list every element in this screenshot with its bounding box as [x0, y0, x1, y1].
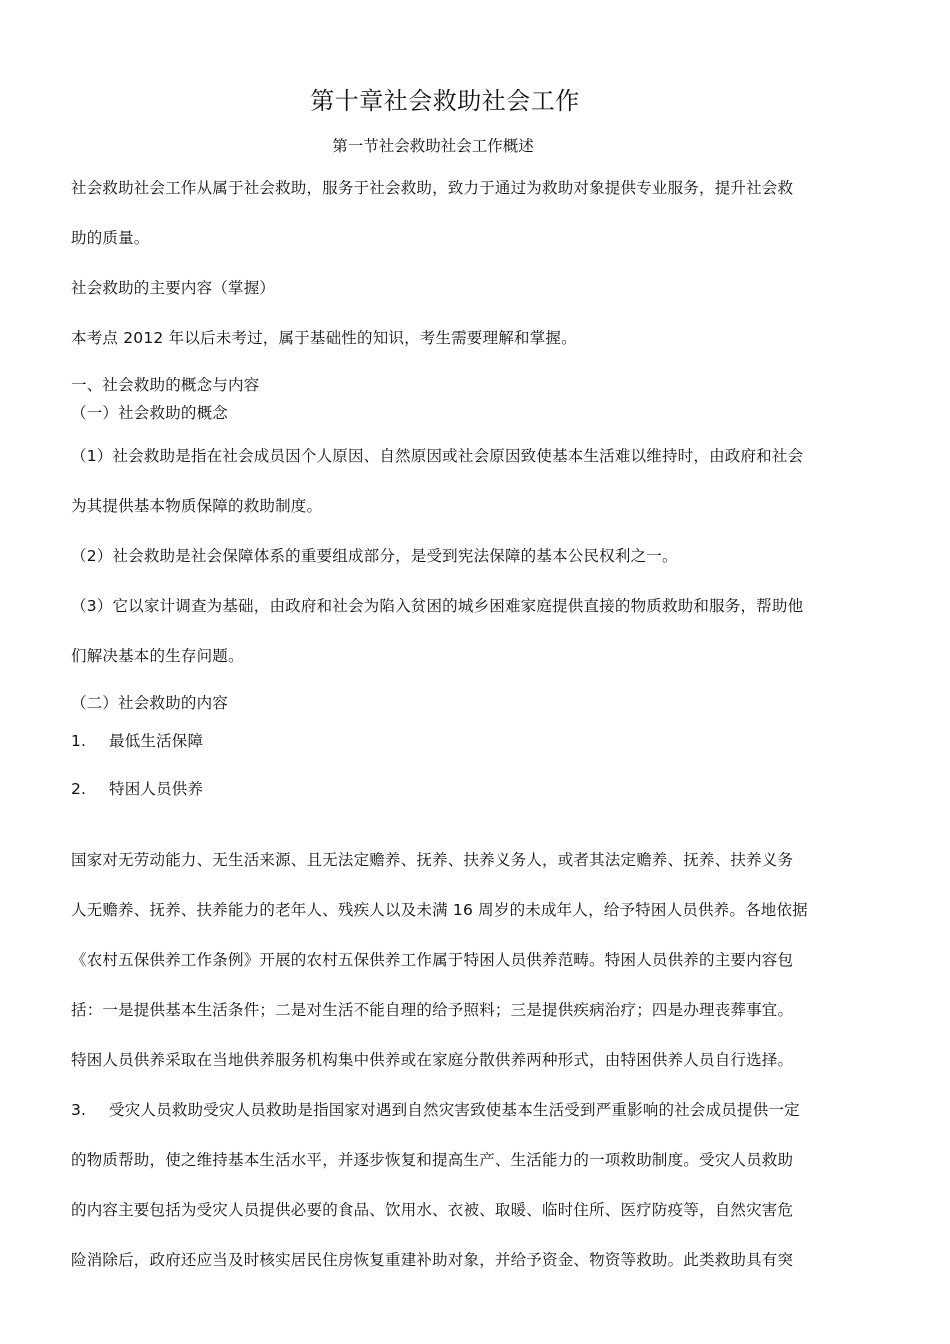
list-item-text: 最低生活保障 [109, 732, 204, 750]
concept-1-line-2: 为其提供基本物质保障的救助制度。 [71, 497, 323, 515]
list-item-text: 受灾人员救助受灾人员救助是指国家对遇到自然灾害致使基本生活受到严重影响的社会成员提供一定 [109, 1101, 800, 1119]
main-content-heading: 社会救助的主要内容（掌握） [71, 279, 276, 297]
chapter-title: 第十章社会救助社会工作 [310, 87, 580, 115]
section-title: 第一节社会救助社会工作概述 [332, 137, 534, 155]
support-line-3: 《农村五保供养工作条例》开展的农村五保供养工作属于特困人员供养范畴。特困人员供养的主要内容包 [71, 951, 794, 969]
support-line-2: 人无赡养、抚养、扶养能力的老年人、残疾人以及未满 16 周岁的未成年人，给予特困人员供养。各地依据 [71, 901, 808, 919]
support-line-1: 国家对无劳动能力、无生活来源、且无法定赡养、抚养、扶养义务人，或者其法定赡养、抚养、扶养义务 [71, 851, 794, 869]
support-line-4: 括：一是提供基本生活条件；二是对生活不能自理的给予照料；三是提供疾病治疗；四是办理丧葬事宜。 [71, 1001, 794, 1019]
intro-line-2: 助的质量。 [71, 229, 150, 247]
intro-line-1: 社会救助社会工作从属于社会救助，服务于社会救助，致力于通过为救助对象提供专业服务，提升社会救 [71, 179, 794, 197]
concept-heading: （一）社会救助的概念 [71, 404, 229, 422]
concept-1-line-1: （1）社会救助是指在社会成员因个人原因、自然原因或社会原因致使基本生活难以维持时，由政府和社会 [71, 447, 804, 465]
support-line-5: 特困人员供养采取在当地供养服务机构集中供养或在家庭分散供养两种形式，由特困供养人员自行选择。 [71, 1051, 794, 1069]
list-item-2 [71, 779, 831, 799]
list-item-1 [71, 731, 831, 751]
list-item-number: 2. [71, 780, 87, 798]
content-heading: （二）社会救助的内容 [71, 694, 229, 712]
concept-2: （2）社会救助是社会保障体系的重要组成部分，是受到宪法保障的基本公民权利之一。 [71, 547, 678, 565]
list-item-text: 特困人员供养 [109, 780, 204, 798]
exam-note: 本考点 2012 年以后未考过，属于基础性的知识，考生需要理解和掌握。 [71, 329, 577, 347]
list-item-number: 1. [71, 732, 87, 750]
part1-heading: 一、社会救助的概念与内容 [71, 376, 260, 394]
item3-line-3: 的内容主要包括为受灾人员提供必要的食品、饮用水、衣被、取暖、临时住所、医疗防疫等，自然灾害危 [71, 1201, 794, 1219]
item3-line-2: 的物质帮助，使之维持基本生活水平，并逐步恢复和提高生产、生活能力的一项救助制度。受灾人员救助 [71, 1151, 794, 1169]
concept-3-line-2: 们解决基本的生存问题。 [71, 647, 244, 665]
item3-line-4: 险消除后，政府还应当及时核实居民住房恢复重建补助对象，并给予资金、物资等救助。此类救助具有突 [71, 1251, 794, 1269]
list-item-number: 3. [71, 1101, 87, 1119]
list-item-3 [71, 1100, 831, 1120]
concept-3-line-1: （3）它以家计调查为基础，由政府和社会为陷入贫困的城乡困难家庭提供直接的物质救助和服务，帮助他 [71, 597, 804, 615]
